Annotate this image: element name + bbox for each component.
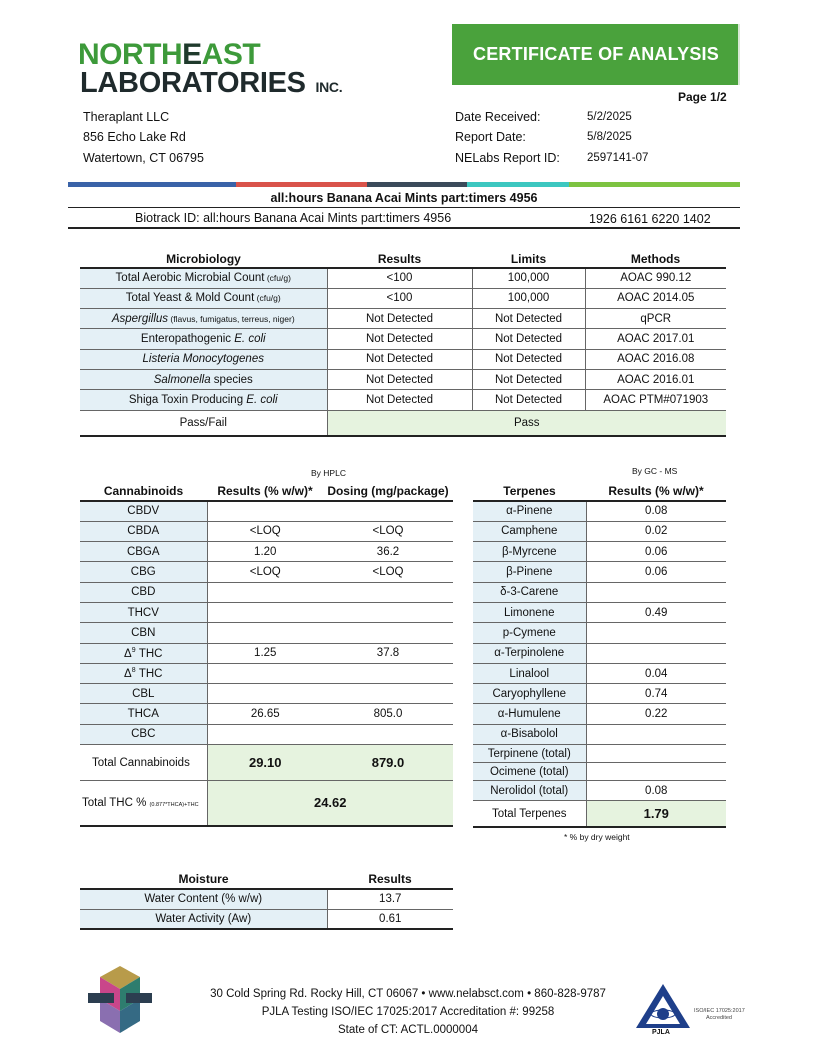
total-cannabinoids-row xyxy=(80,745,453,781)
report-id: 2597141-07 xyxy=(587,152,649,164)
page-number: Page 1/2 xyxy=(678,90,727,104)
cannabinoid-header: Results (% w/w)* xyxy=(207,482,323,501)
table-row xyxy=(80,349,726,369)
table-row xyxy=(80,663,453,683)
moisture-header: Results xyxy=(327,870,453,889)
cannabinoid-result xyxy=(207,663,323,683)
terpene-name: Limonene xyxy=(473,602,586,622)
cannabinoids-table xyxy=(80,482,453,827)
cannabinoid-name: THCA xyxy=(80,704,207,724)
micro-limit: Not Detected xyxy=(472,329,585,349)
cannabinoid-dose xyxy=(323,501,453,521)
micro-method: AOAC 990.12 xyxy=(585,268,726,288)
table-row xyxy=(473,542,726,562)
total-thc-value: 24.62 xyxy=(207,781,453,826)
terpene-result xyxy=(586,724,726,744)
total-cannabinoids-result: 29.10 xyxy=(207,745,323,781)
color-bar xyxy=(68,182,740,187)
microbiology-table xyxy=(80,250,726,437)
report-date-label: Report Date: xyxy=(455,130,526,144)
micro-result: <100 xyxy=(327,288,472,308)
terpene-result xyxy=(586,623,726,643)
table-row xyxy=(80,704,453,724)
date-received: 5/2/2025 xyxy=(587,111,632,123)
micro-result: Not Detected xyxy=(327,329,472,349)
terpene-name: β-Myrcene xyxy=(473,542,586,562)
terpene-method: By GC - MS xyxy=(632,466,678,476)
cannabinoid-result xyxy=(207,501,323,521)
total-terpenes-row xyxy=(473,801,726,827)
terpene-name: Nerolidol (total) xyxy=(473,781,586,801)
table-row xyxy=(80,582,453,602)
cannabinoid-result xyxy=(207,684,323,704)
date-received-label: Date Received: xyxy=(455,110,541,124)
table-row xyxy=(473,582,726,602)
micro-method: AOAC 2016.08 xyxy=(585,349,726,369)
moisture-header: Moisture xyxy=(80,870,327,889)
pass-fail-value: Pass xyxy=(327,410,726,436)
total-cannabinoids-label: Total Cannabinoids xyxy=(80,745,207,781)
cannabinoid-name: CBG xyxy=(80,562,207,582)
micro-header-row xyxy=(80,250,726,268)
micro-header: Methods xyxy=(585,250,726,268)
cannabinoid-name: CBC xyxy=(80,724,207,744)
cannabinoid-result: 1.20 xyxy=(207,542,323,562)
micro-limit: Not Detected xyxy=(472,390,585,410)
iso-text-2: Accredited xyxy=(706,1015,732,1021)
cannabinoid-method: By HPLC xyxy=(311,468,346,478)
color-bar-segment xyxy=(236,182,367,187)
micro-result: Not Detected xyxy=(327,349,472,369)
terpene-name: β-Pinene xyxy=(473,562,586,582)
table-row xyxy=(80,909,453,929)
pass-fail-label: Pass/Fail xyxy=(80,410,327,436)
micro-test-name: Enteropathogenic E. coli xyxy=(80,329,327,349)
moisture-header-row xyxy=(80,870,453,889)
biotrack-id: 1926 6161 6220 1402 xyxy=(589,212,711,226)
terpene-result: 0.06 xyxy=(586,542,726,562)
cannabinoid-name: CBDA xyxy=(80,521,207,541)
moisture-name: Water Content (% w/w) xyxy=(80,889,327,909)
table-row xyxy=(473,781,726,801)
terpene-name: α-Bisabolol xyxy=(473,724,586,744)
iso-text: ISO/IEC 17025:2017 xyxy=(694,1008,745,1014)
terpene-result: 0.08 xyxy=(586,501,726,521)
total-terpenes-label: Total Terpenes xyxy=(473,801,586,827)
cannabinoid-dose: <LOQ xyxy=(323,562,453,582)
micro-limit: Not Detected xyxy=(472,369,585,389)
footer-state: State of CT: ACTL.0000004 xyxy=(337,1024,478,1036)
divider xyxy=(68,207,740,208)
total-terpenes-value: 1.79 xyxy=(586,801,726,827)
micro-limit: Not Detected xyxy=(472,349,585,369)
footer-address: 30 Cold Spring Rd. Rocky Hill, CT 06067 • www.nelabsct.com • 860-828-9787 xyxy=(210,988,606,1000)
cannabinoid-header-row xyxy=(80,482,453,501)
micro-limit: 100,000 xyxy=(472,288,585,308)
cannabinoid-name: CBGA xyxy=(80,542,207,562)
cannabinoid-dose: <LOQ xyxy=(323,521,453,541)
moisture-name: Water Activity (Aw) xyxy=(80,909,327,929)
micro-header: Limits xyxy=(472,250,585,268)
micro-limit: 100,000 xyxy=(472,268,585,288)
banner-edge xyxy=(738,24,740,85)
terpene-name: α-Pinene xyxy=(473,501,586,521)
total-cannabinoids-dose: 879.0 xyxy=(323,745,453,781)
cannabinoid-dose xyxy=(323,684,453,704)
table-row xyxy=(473,623,726,643)
terpene-name: Camphene xyxy=(473,521,586,541)
table-row xyxy=(80,684,453,704)
cannabinoid-dose xyxy=(323,623,453,643)
micro-test-name: Total Yeast & Mold Count (cfu/g) xyxy=(80,288,327,308)
cannabinoid-name: CBN xyxy=(80,623,207,643)
report-id-label: NELabs Report ID: xyxy=(455,151,560,165)
terpene-result: 0.06 xyxy=(586,562,726,582)
cannabinoid-name: $\Delta^9$ THC xyxy=(80,643,207,663)
company-logo-line2: LABORATORIES INC. xyxy=(80,67,343,99)
micro-test-name: Aspergillus (flavus, fumigatus, terreus, niger) xyxy=(80,309,327,329)
cannabinoid-dose xyxy=(323,663,453,683)
micro-test-name: Salmonella species xyxy=(80,369,327,389)
color-bar-segment xyxy=(569,182,740,187)
color-bar-segment xyxy=(467,182,569,187)
micro-method: AOAC 2017.01 xyxy=(585,329,726,349)
table-row xyxy=(80,542,453,562)
micro-limit: Not Detected xyxy=(472,309,585,329)
company-logo-line1: NORTHEAST xyxy=(78,38,261,71)
micro-method: AOAC PTM#071903 xyxy=(585,390,726,410)
cannabinoid-result: <LOQ xyxy=(207,521,323,541)
table-row xyxy=(473,663,726,683)
terpene-header: Results (% w/w)* xyxy=(586,482,726,501)
cannabinoid-dose xyxy=(323,602,453,622)
table-row xyxy=(473,704,726,724)
terpene-result xyxy=(586,582,726,602)
color-bar-segment xyxy=(367,182,467,187)
client-address2: Watertown, CT 06795 xyxy=(83,151,204,165)
client-name: Theraplant LLC xyxy=(83,110,170,124)
terpene-header: Terpenes xyxy=(473,482,586,501)
terpene-name: Linalool xyxy=(473,663,586,683)
table-row xyxy=(80,329,726,349)
cannabinoid-header: Cannabinoids xyxy=(80,482,207,501)
terpene-result xyxy=(586,745,726,763)
micro-result: <100 xyxy=(327,268,472,288)
table-row xyxy=(80,390,726,410)
cannabinoid-header: Dosing (mg/package) xyxy=(323,482,453,501)
micro-method: AOAC 2016.01 xyxy=(585,369,726,389)
table-row xyxy=(473,684,726,704)
cannabinoid-result: 1.25 xyxy=(207,643,323,663)
terpene-result: 0.74 xyxy=(586,684,726,704)
terpene-name: α-Humulene xyxy=(473,704,586,724)
pass-fail-row xyxy=(80,410,726,436)
micro-result: Not Detected xyxy=(327,390,472,410)
table-row xyxy=(473,562,726,582)
terpene-name: Caryophyllene xyxy=(473,684,586,704)
table-row xyxy=(80,309,726,329)
terpene-result: 0.02 xyxy=(586,521,726,541)
table-row xyxy=(80,724,453,744)
terpene-name: δ-3-Carene xyxy=(473,582,586,602)
table-row xyxy=(80,501,453,521)
terpene-result: 0.08 xyxy=(586,781,726,801)
cannabinoid-result xyxy=(207,602,323,622)
cannabinoid-dose xyxy=(323,724,453,744)
cannabinoid-result: 26.65 xyxy=(207,704,323,724)
table-row xyxy=(80,521,453,541)
table-row xyxy=(80,889,453,909)
table-row xyxy=(473,643,726,663)
micro-header: Results xyxy=(327,250,472,268)
table-row xyxy=(80,643,453,663)
color-bar-segment xyxy=(68,182,236,187)
terpene-result: 0.49 xyxy=(586,602,726,622)
micro-method: AOAC 2014.05 xyxy=(585,288,726,308)
terpene-header-row xyxy=(473,482,726,501)
table-row xyxy=(80,562,453,582)
total-thc-row xyxy=(80,781,453,826)
terpene-name: Ocimene (total) xyxy=(473,763,586,781)
cannabinoid-name: $\Delta^8$ THC xyxy=(80,663,207,683)
total-thc-label: Total THC % (0.877*THCA)+THC xyxy=(80,781,207,826)
table-row xyxy=(80,288,726,308)
cannabinoid-result: <LOQ xyxy=(207,562,323,582)
terpene-result xyxy=(586,763,726,781)
table-row xyxy=(80,369,726,389)
terpene-result: 0.04 xyxy=(586,663,726,683)
cannabinoid-dose: 37.8 xyxy=(323,643,453,663)
cannabinoid-result xyxy=(207,582,323,602)
table-row xyxy=(473,521,726,541)
terpene-name: p-Cymene xyxy=(473,623,586,643)
moisture-result: 13.7 xyxy=(327,889,453,909)
micro-test-name: Listeria Monocytogenes xyxy=(80,349,327,369)
micro-test-name: Total Aerobic Microbial Count (cfu/g) xyxy=(80,268,327,288)
cannabinoid-name: CBDV xyxy=(80,501,207,521)
table-row xyxy=(473,724,726,744)
terpene-result: 0.22 xyxy=(586,704,726,724)
cannabinoid-dose: 805.0 xyxy=(323,704,453,724)
micro-test-name: Shiga Toxin Producing E. coli xyxy=(80,390,327,410)
terpene-name: Terpinene (total) xyxy=(473,745,586,763)
cannabinoid-result xyxy=(207,623,323,643)
report-date: 5/8/2025 xyxy=(587,131,632,143)
cannabinoid-name: CBD xyxy=(80,582,207,602)
micro-method: qPCR xyxy=(585,309,726,329)
pjla-logo-icon xyxy=(632,980,694,1036)
cannabinoid-name: CBL xyxy=(80,684,207,704)
terpenes-table xyxy=(473,482,726,828)
terpene-name: α-Terpinolene xyxy=(473,643,586,663)
footer-accreditation: PJLA Testing ISO/IEC 17025:2017 Accreditation #: 99258 xyxy=(261,1006,555,1018)
dry-weight-note: * % by dry weight xyxy=(564,832,630,842)
table-row xyxy=(80,602,453,622)
table-row xyxy=(473,745,726,763)
cannabinoid-name: THCV xyxy=(80,602,207,622)
product-title: all:hours Banana Acai Mints part:timers 4956 xyxy=(270,191,538,205)
cannabinoid-dose xyxy=(323,582,453,602)
moisture-result: 0.61 xyxy=(327,909,453,929)
pjla-text: PJLA xyxy=(652,1029,670,1036)
micro-result: Not Detected xyxy=(327,309,472,329)
moisture-table xyxy=(80,870,453,930)
table-row xyxy=(80,623,453,643)
table-row xyxy=(80,268,726,288)
coa-banner: CERTIFICATE OF ANALYSIS xyxy=(452,24,740,85)
cannabinoid-result xyxy=(207,724,323,744)
table-row xyxy=(473,763,726,781)
micro-header: Microbiology xyxy=(80,250,327,268)
cannabinoid-dose: 36.2 xyxy=(323,542,453,562)
client-address1: 856 Echo Lake Rd xyxy=(83,130,186,144)
divider xyxy=(68,227,740,229)
biotrack-line: Biotrack ID: all:hours Banana Acai Mints part:timers 4956 xyxy=(135,211,452,225)
micro-result: Not Detected xyxy=(327,369,472,389)
table-row xyxy=(473,602,726,622)
terpene-result xyxy=(586,643,726,663)
table-row xyxy=(473,501,726,521)
